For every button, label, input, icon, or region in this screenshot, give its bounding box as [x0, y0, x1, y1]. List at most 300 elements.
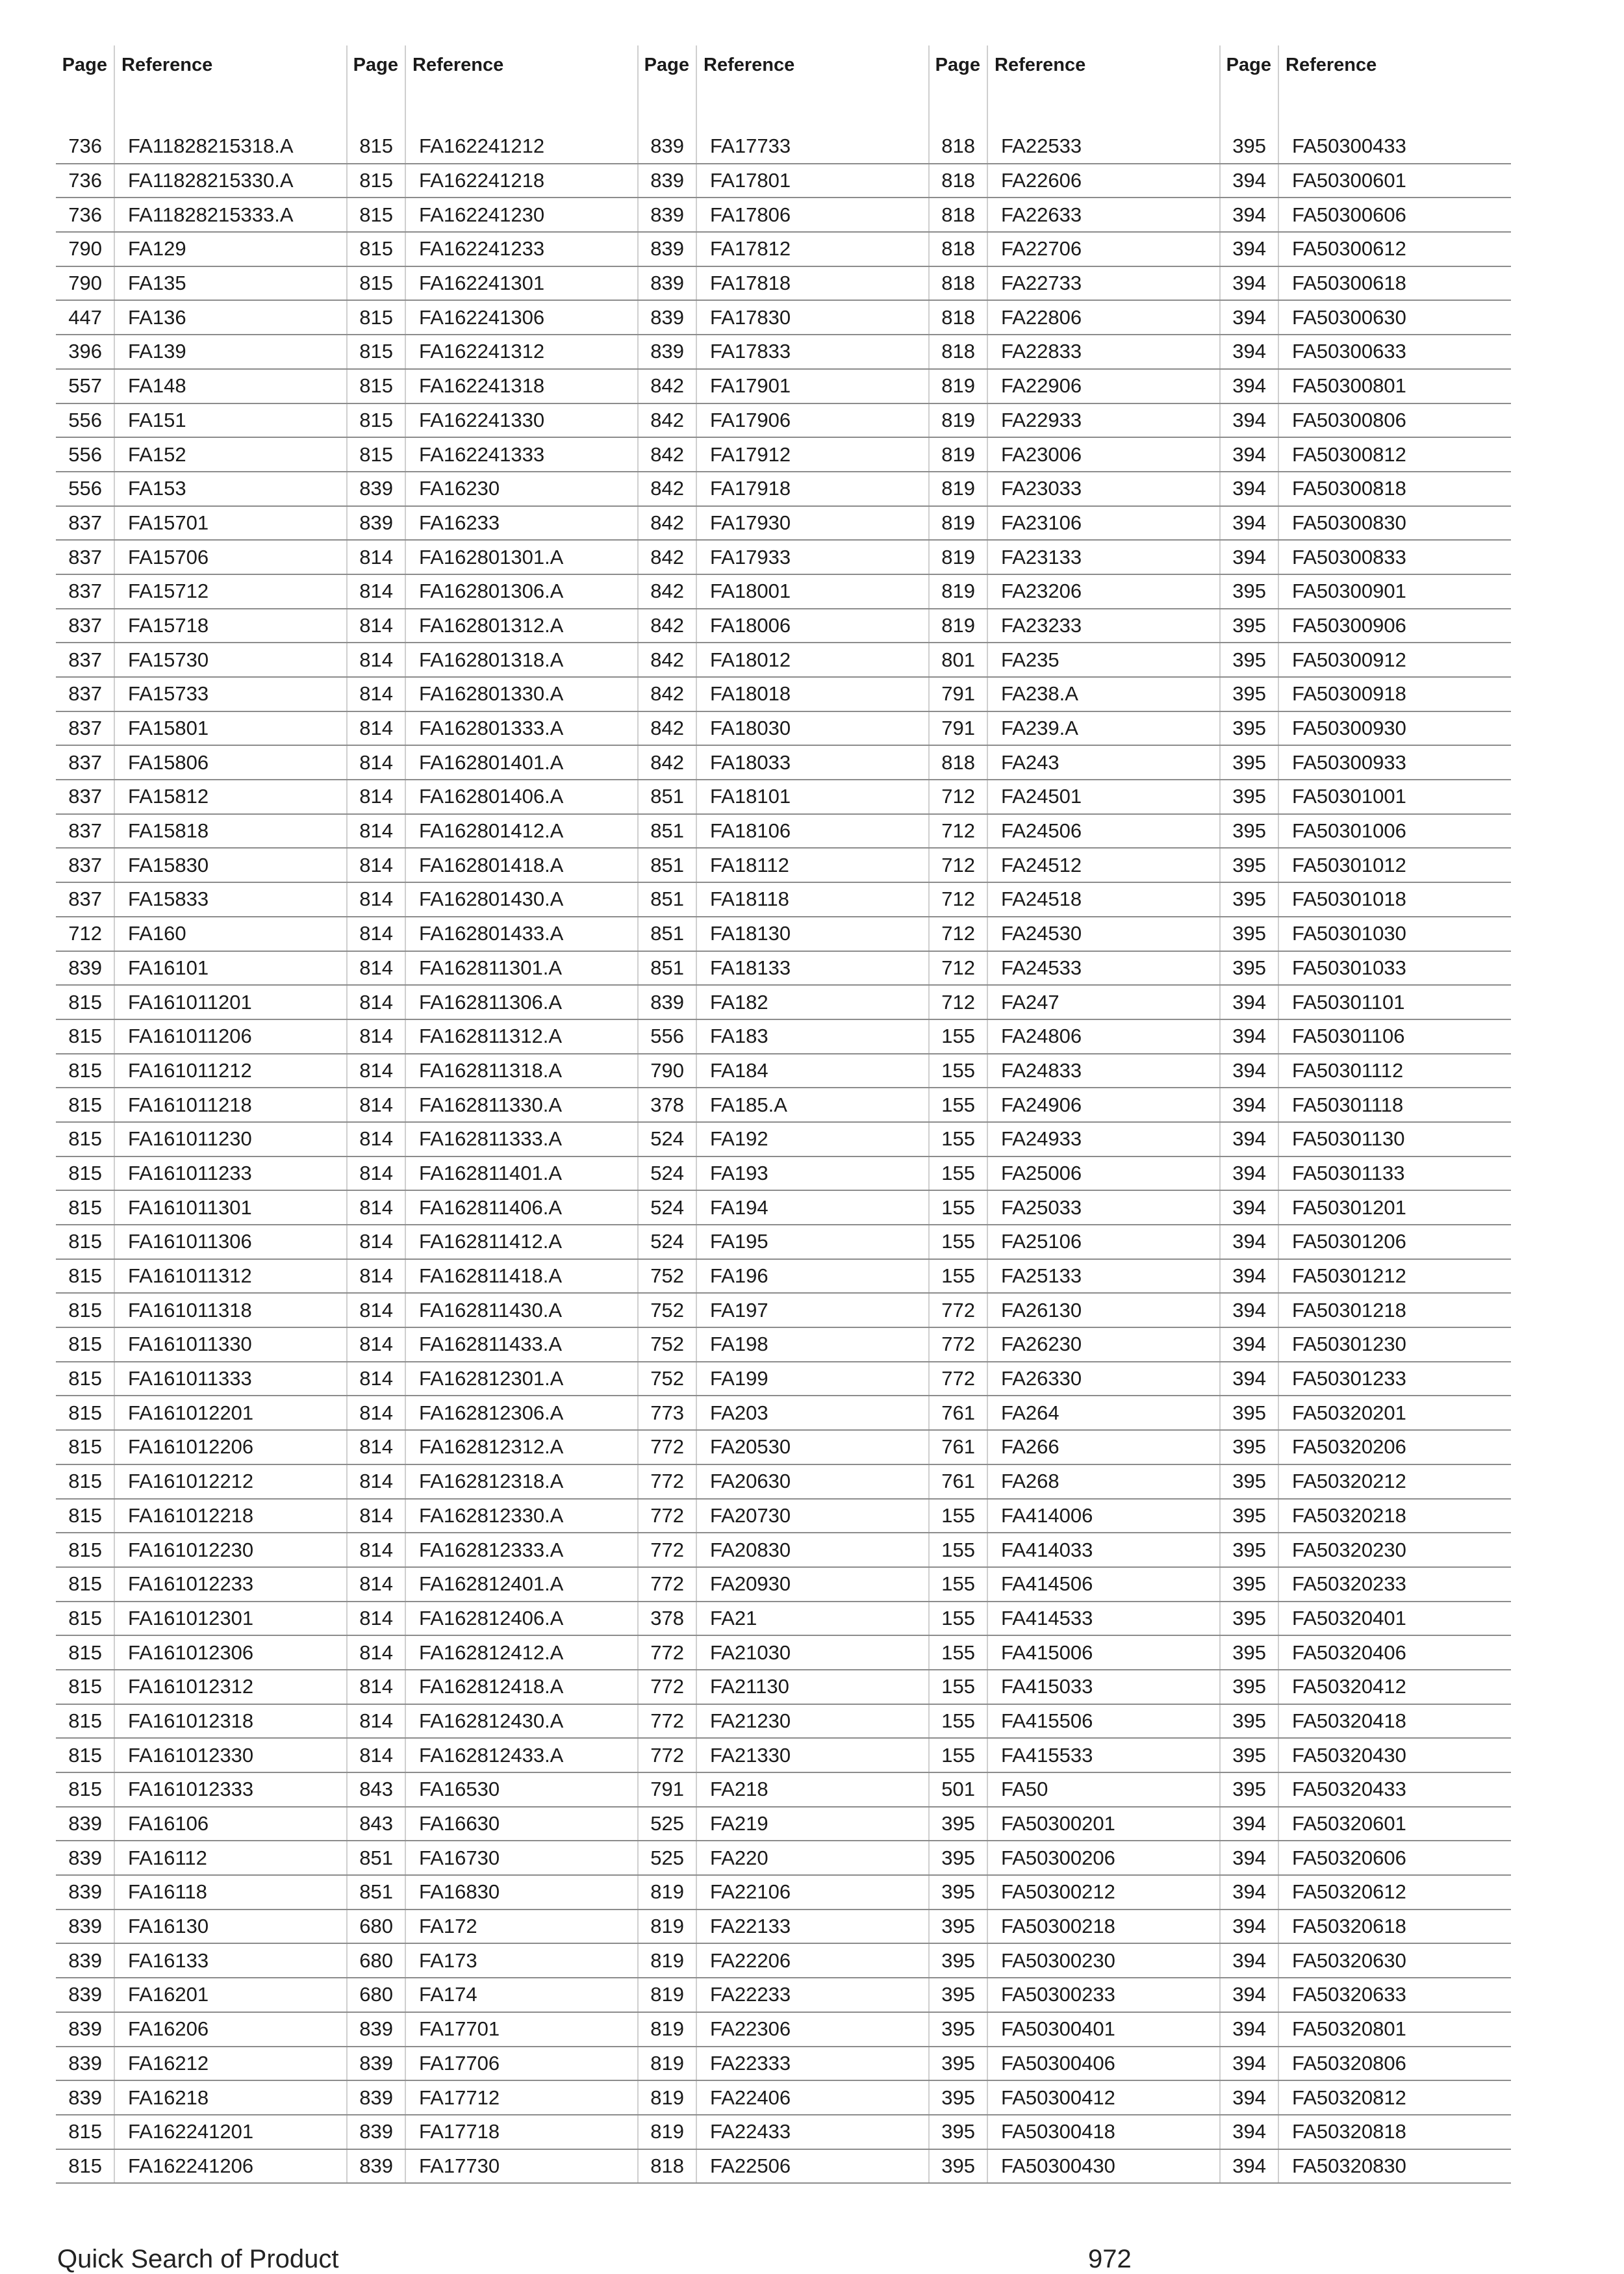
page-number-cell: 851 — [638, 917, 696, 951]
table-row — [56, 780, 1511, 814]
page-number-cell: 814 — [347, 1088, 405, 1122]
reference-cell: FA162811433.A — [405, 1327, 638, 1362]
spacer-cell — [1220, 84, 1278, 130]
page-number-cell: 394 — [1220, 437, 1278, 472]
page-number-cell: 819 — [929, 506, 987, 541]
reference-cell: FA17912 — [696, 437, 929, 472]
table-row — [56, 1635, 1511, 1670]
page-number-cell: 556 — [56, 437, 114, 472]
page-header-2: Page — [347, 45, 405, 84]
table-header — [56, 45, 1511, 130]
page-number-cell: 761 — [929, 1464, 987, 1499]
reference-cell: FA50300218 — [987, 1910, 1220, 1944]
page-number-cell: 815 — [56, 1190, 114, 1225]
page-number-cell: 155 — [929, 1738, 987, 1772]
page-number-cell: 155 — [929, 1054, 987, 1088]
page-number-cell: 818 — [929, 198, 987, 232]
table-row — [56, 985, 1511, 1019]
page-number-cell: 814 — [347, 1156, 405, 1191]
reference-cell: FA26130 — [987, 1293, 1220, 1327]
reference-cell: FA160 — [114, 917, 347, 951]
reference-cell: FA235 — [987, 643, 1220, 677]
reference-cell: FA16133 — [114, 1943, 347, 1978]
reference-cell: FA50300401 — [987, 2012, 1220, 2047]
reference-cell: FA415033 — [987, 1670, 1220, 1704]
page-number-cell: 680 — [347, 1978, 405, 2012]
page-number-cell: 842 — [638, 745, 696, 780]
reference-cell: FA50300201 — [987, 1807, 1220, 1841]
reference-cell: FA50320606 — [1278, 1841, 1511, 1875]
reference-cell: FA22333 — [696, 2047, 929, 2081]
reference-cell: FA50300230 — [987, 1943, 1220, 1978]
reference-cell: FA162811401.A — [405, 1156, 638, 1191]
reference-cell: FA247 — [987, 985, 1220, 1019]
page-number-cell: 394 — [1220, 985, 1278, 1019]
reference-cell: FA50300812 — [1278, 437, 1511, 472]
reference-cell: FA22933 — [987, 403, 1220, 438]
page-number-cell: 155 — [929, 1704, 987, 1739]
page-number-cell: 394 — [1220, 1054, 1278, 1088]
page-number-cell: 814 — [347, 1122, 405, 1156]
reference-cell: FA17930 — [696, 506, 929, 541]
reference-cell: FA50301218 — [1278, 1293, 1511, 1327]
table-row — [56, 643, 1511, 677]
page-number-cell: 772 — [638, 1670, 696, 1704]
page-number-cell: 395 — [1220, 1670, 1278, 1704]
reference-cell: FA25033 — [987, 1190, 1220, 1225]
reference-cell: FA23133 — [987, 540, 1220, 574]
reference-cell: FA50300901 — [1278, 574, 1511, 609]
page-number-cell: 394 — [1220, 1088, 1278, 1122]
page-number-cell: 556 — [56, 472, 114, 506]
page-number-cell: 843 — [347, 1772, 405, 1807]
page-number-cell: 394 — [1220, 1259, 1278, 1294]
page-number-cell: 815 — [347, 335, 405, 369]
reference-cell: FA50320806 — [1278, 2047, 1511, 2081]
page-number-cell: 815 — [56, 1635, 114, 1670]
page-number-cell: 772 — [638, 1635, 696, 1670]
table-row — [56, 1464, 1511, 1499]
page-number-cell: 712 — [929, 951, 987, 986]
page-number-cell: 772 — [638, 1567, 696, 1602]
page-number-cell: 394 — [1220, 1910, 1278, 1944]
page-number-cell: 819 — [638, 2012, 696, 2047]
reference-cell: FA162801312.A — [405, 609, 638, 643]
reference-header-3: Reference — [696, 45, 929, 84]
page-number-cell: 837 — [56, 540, 114, 574]
reference-cell: FA162801418.A — [405, 848, 638, 882]
reference-cell: FA162241306 — [405, 300, 638, 335]
reference-cell: FA22106 — [696, 1875, 929, 1910]
page-number-cell: 395 — [1220, 1430, 1278, 1464]
reference-cell: FA239.A — [987, 711, 1220, 746]
page-number-cell: 815 — [56, 1430, 114, 1464]
reference-cell: FA266 — [987, 1430, 1220, 1464]
reference-cell: FA162811301.A — [405, 951, 638, 986]
table-row — [56, 1019, 1511, 1054]
reference-cell: FA148 — [114, 369, 347, 403]
reference-cell: FA50320818 — [1278, 2115, 1511, 2149]
reference-cell: FA152 — [114, 437, 347, 472]
page-number-cell: 524 — [638, 1225, 696, 1259]
page-number-cell: 736 — [56, 198, 114, 232]
page-number-cell: 395 — [929, 1943, 987, 1978]
page-number-cell: 842 — [638, 609, 696, 643]
page-number-cell: 814 — [347, 745, 405, 780]
page-number-cell: 395 — [1220, 1772, 1278, 1807]
page-number-cell: 394 — [1220, 1019, 1278, 1054]
reference-cell: FA162801318.A — [405, 643, 638, 677]
page-number-cell: 814 — [347, 1327, 405, 1362]
page-number-cell: 819 — [638, 1978, 696, 2012]
page-number-cell: 819 — [929, 472, 987, 506]
page-number-cell: 815 — [56, 1567, 114, 1602]
page-number-cell: 772 — [929, 1362, 987, 1396]
reference-cell: FA50301006 — [1278, 814, 1511, 849]
reference-cell: FA50300933 — [1278, 745, 1511, 780]
table-row — [56, 814, 1511, 849]
reference-cell: FA25106 — [987, 1225, 1220, 1259]
reference-cell: FA22233 — [696, 1978, 929, 2012]
page-number-cell: 837 — [56, 609, 114, 643]
page-number-cell: 814 — [347, 711, 405, 746]
reference-cell: FA414506 — [987, 1567, 1220, 1602]
page-number-cell: 842 — [638, 403, 696, 438]
header-spacer — [56, 84, 1511, 130]
page-number-cell: 839 — [638, 335, 696, 369]
page-number-cell: 815 — [56, 1396, 114, 1430]
page-number-cell: 394 — [1220, 2115, 1278, 2149]
reference-cell: FA50320412 — [1278, 1670, 1511, 1704]
page-number-cell: 395 — [1220, 711, 1278, 746]
table-row — [56, 1943, 1511, 1978]
reference-cell: FA50300618 — [1278, 266, 1511, 301]
reference-cell: FA50320830 — [1278, 2149, 1511, 2184]
reference-cell: FA22833 — [987, 335, 1220, 369]
page-number-cell: 394 — [1220, 232, 1278, 266]
page-number-cell: 395 — [929, 2047, 987, 2081]
reference-cell: FA24806 — [987, 1019, 1220, 1054]
reference-cell: FA162812306.A — [405, 1396, 638, 1430]
reference-cell: FA162812430.A — [405, 1704, 638, 1739]
table-row — [56, 1567, 1511, 1602]
reference-cell: FA17718 — [405, 2115, 638, 2149]
page-number-cell: 815 — [56, 1054, 114, 1088]
reference-cell: FA162801401.A — [405, 745, 638, 780]
reference-cell: FA172 — [405, 1910, 638, 1944]
page-number-cell: 839 — [347, 2149, 405, 2184]
reference-cell: FA21330 — [696, 1738, 929, 1772]
reference-cell: FA22706 — [987, 232, 1220, 266]
reference-cell: FA161011330 — [114, 1327, 347, 1362]
reference-cell: FA15806 — [114, 745, 347, 780]
reference-cell: FA173 — [405, 1943, 638, 1978]
reference-cell: FA162801301.A — [405, 540, 638, 574]
page-number-cell: 736 — [56, 130, 114, 164]
reference-cell: FA16101 — [114, 951, 347, 986]
reference-cell: FA50301101 — [1278, 985, 1511, 1019]
reference-cell: FA22633 — [987, 198, 1220, 232]
page-number-cell: 395 — [929, 2012, 987, 2047]
table-row — [56, 2115, 1511, 2149]
page-number-cell: 839 — [56, 1978, 114, 2012]
page-number-cell: 556 — [638, 1019, 696, 1054]
page-number-cell: 851 — [638, 882, 696, 917]
page-number-cell: 815 — [56, 1293, 114, 1327]
page-number-cell: 815 — [347, 266, 405, 301]
reference-cell: FA50320630 — [1278, 1943, 1511, 1978]
page-number-cell: 772 — [638, 1738, 696, 1772]
page-number-cell: 394 — [1220, 1943, 1278, 1978]
page-number-cell: 842 — [638, 472, 696, 506]
page-number-cell: 791 — [929, 677, 987, 711]
reference-cell: FA16206 — [114, 2012, 347, 2047]
page-header-5: Page — [1220, 45, 1278, 84]
page-number-cell: 815 — [56, 1327, 114, 1362]
page-number-cell: 815 — [56, 1019, 114, 1054]
page-number-cell: 818 — [929, 164, 987, 198]
reference-cell: FA50301212 — [1278, 1259, 1511, 1294]
page-number-cell: 395 — [1220, 1499, 1278, 1533]
page-number-cell: 791 — [638, 1772, 696, 1807]
page-number-cell: 815 — [56, 1259, 114, 1294]
reference-cell: FA17830 — [696, 300, 929, 335]
reference-cell: FA136 — [114, 300, 347, 335]
reference-cell: FA50320801 — [1278, 2012, 1511, 2047]
reference-cell: FA50301030 — [1278, 917, 1511, 951]
page-number-cell: 815 — [347, 198, 405, 232]
reference-cell: FA193 — [696, 1156, 929, 1191]
reference-cell: FA162241301 — [405, 266, 638, 301]
page-number-cell: 155 — [929, 1122, 987, 1156]
page-number-cell: 394 — [1220, 198, 1278, 232]
reference-cell: FA162241206 — [114, 2149, 347, 2184]
page-number-cell: 394 — [1220, 335, 1278, 369]
reference-cell: FA50300906 — [1278, 609, 1511, 643]
page-number-cell: 815 — [347, 300, 405, 335]
page-number-cell: 712 — [929, 780, 987, 814]
page-number-cell: 814 — [347, 574, 405, 609]
page-number-cell: 712 — [929, 848, 987, 882]
table-row — [56, 403, 1511, 438]
page-number-cell: 814 — [347, 1396, 405, 1430]
reference-cell: FA162241330 — [405, 403, 638, 438]
page-number-cell: 395 — [1220, 1567, 1278, 1602]
reference-cell: FA174 — [405, 1978, 638, 2012]
table-row — [56, 1910, 1511, 1944]
spacer-cell — [405, 84, 638, 130]
table-row — [56, 574, 1511, 609]
page-number-cell: 712 — [929, 917, 987, 951]
page-number-cell: 819 — [929, 574, 987, 609]
reference-cell: FA16233 — [405, 506, 638, 541]
reference-cell: FA25133 — [987, 1259, 1220, 1294]
page-number-cell: 839 — [638, 300, 696, 335]
page-number-cell: 815 — [56, 1464, 114, 1499]
reference-cell: FA23206 — [987, 574, 1220, 609]
page-number-cell: 395 — [1220, 780, 1278, 814]
reference-cell: FA162811412.A — [405, 1225, 638, 1259]
page-number-cell: 843 — [347, 1807, 405, 1841]
page-number-cell: 395 — [1220, 1602, 1278, 1636]
reference-cell: FA16830 — [405, 1875, 638, 1910]
page-number-cell: 815 — [347, 437, 405, 472]
page-number-cell: 814 — [347, 985, 405, 1019]
footer-page-number: 972 — [1088, 2245, 1132, 2273]
reference-cell: FA26230 — [987, 1327, 1220, 1362]
table-row — [56, 130, 1511, 164]
page-number-cell: 395 — [929, 1875, 987, 1910]
reference-cell: FA22206 — [696, 1943, 929, 1978]
table-row — [56, 198, 1511, 232]
page-number-cell: 801 — [929, 643, 987, 677]
reference-cell: FA21030 — [696, 1635, 929, 1670]
page-number-cell: 851 — [638, 780, 696, 814]
table-body — [56, 130, 1511, 2183]
table-row — [56, 1772, 1511, 1807]
reference-cell: FA50300833 — [1278, 540, 1511, 574]
reference-cell: FA161011201 — [114, 985, 347, 1019]
reference-cell: FA50300918 — [1278, 677, 1511, 711]
page-number-cell: 396 — [56, 335, 114, 369]
reference-cell: FA268 — [987, 1464, 1220, 1499]
reference-cell: FA50320406 — [1278, 1635, 1511, 1670]
page-number-cell: 839 — [347, 472, 405, 506]
reference-cell: FA414006 — [987, 1499, 1220, 1533]
page-number-cell: 814 — [347, 951, 405, 986]
page-number-cell: 814 — [347, 677, 405, 711]
reference-cell: FA18118 — [696, 882, 929, 917]
table-row — [56, 1978, 1511, 2012]
reference-cell: FA162812330.A — [405, 1499, 638, 1533]
page-number-cell: 712 — [929, 882, 987, 917]
page-number-cell: 842 — [638, 506, 696, 541]
table-row — [56, 472, 1511, 506]
reference-header-5: Reference — [1286, 54, 1377, 75]
reference-cell: FA17712 — [405, 2080, 638, 2115]
page-number-cell: 814 — [347, 540, 405, 574]
page-number-cell: 447 — [56, 300, 114, 335]
page-number-cell: 839 — [56, 1943, 114, 1978]
reference-cell: FA50320218 — [1278, 1499, 1511, 1533]
page-number-cell: 839 — [347, 506, 405, 541]
reference-cell: FA24501 — [987, 780, 1220, 814]
reference-cell: FA50301001 — [1278, 780, 1511, 814]
reference-cell: FA50300606 — [1278, 198, 1511, 232]
reference-cell: FA162811418.A — [405, 1259, 638, 1294]
page-number-cell: 394 — [1220, 1875, 1278, 1910]
table-row — [56, 1156, 1511, 1191]
page-number-cell: 395 — [1220, 814, 1278, 849]
table-row — [56, 300, 1511, 335]
reference-cell: FA415533 — [987, 1738, 1220, 1772]
reference-cell: FA18112 — [696, 848, 929, 882]
reference-cell: FA50301112 — [1278, 1054, 1511, 1088]
reference-cell: FA198 — [696, 1327, 929, 1362]
page-number-cell: 814 — [347, 1190, 405, 1225]
reference-cell: FA24533 — [987, 951, 1220, 986]
reference-cell: FA161012318 — [114, 1704, 347, 1739]
reference-cell: FA264 — [987, 1396, 1220, 1430]
page-number-cell: 818 — [929, 745, 987, 780]
page-number-cell: 395 — [1220, 882, 1278, 917]
page-number-cell: 394 — [1220, 1225, 1278, 1259]
table-row — [56, 951, 1511, 986]
page-number-cell: 819 — [638, 2115, 696, 2149]
reference-cell: FA162801333.A — [405, 711, 638, 746]
reference-cell: FA162811318.A — [405, 1054, 638, 1088]
page-number-cell: 814 — [347, 643, 405, 677]
reference-cell: FA11828215330.A — [114, 164, 347, 198]
page-number-cell: 837 — [56, 848, 114, 882]
page-number-cell: 839 — [347, 2080, 405, 2115]
reference-cell: FA162801306.A — [405, 574, 638, 609]
page-number-cell: 837 — [56, 780, 114, 814]
reference-cell: FA11828215318.A — [114, 130, 347, 164]
page-number-cell: 155 — [929, 1670, 987, 1704]
table-row — [56, 1533, 1511, 1567]
reference-cell: FA15730 — [114, 643, 347, 677]
page-number-cell: 395 — [1220, 848, 1278, 882]
table-row — [56, 1362, 1511, 1396]
reference-cell: FA23233 — [987, 609, 1220, 643]
reference-cell: FA50301012 — [1278, 848, 1511, 882]
page-number-cell: 815 — [56, 1533, 114, 1567]
reference-cell: FA50300406 — [987, 2047, 1220, 2081]
page-number-cell: 394 — [1220, 266, 1278, 301]
table-row — [56, 164, 1511, 198]
reference-cell: FA15801 — [114, 711, 347, 746]
page-number-cell: 155 — [929, 1635, 987, 1670]
reference-cell: FA414533 — [987, 1602, 1220, 1636]
reference-cell: FA50320430 — [1278, 1738, 1511, 1772]
page-number-cell: 395 — [929, 1841, 987, 1875]
page-number-cell: 395 — [1220, 130, 1278, 164]
reference-cell: FA50301230 — [1278, 1327, 1511, 1362]
page-number-cell: 818 — [929, 232, 987, 266]
reference-cell: FA161011301 — [114, 1190, 347, 1225]
reference-cell: FA18012 — [696, 643, 929, 677]
reference-cell: FA161012312 — [114, 1670, 347, 1704]
reference-cell: FA24933 — [987, 1122, 1220, 1156]
reference-cell: FA197 — [696, 1293, 929, 1327]
page-number-cell: 815 — [347, 403, 405, 438]
reference-cell: FA162812406.A — [405, 1602, 638, 1636]
page-number-cell: 394 — [1220, 369, 1278, 403]
table-row — [56, 232, 1511, 266]
page-number-cell: 394 — [1220, 2047, 1278, 2081]
reference-header-1: Reference — [114, 45, 347, 84]
page-number-cell: 394 — [1220, 164, 1278, 198]
page-number-cell: 839 — [347, 2012, 405, 2047]
reference-cell: FA414033 — [987, 1533, 1220, 1567]
page-number-cell: 819 — [929, 369, 987, 403]
page-number-cell: 814 — [347, 917, 405, 951]
page-number-cell: 814 — [347, 1225, 405, 1259]
reference-cell: FA192 — [696, 1122, 929, 1156]
reference-cell: FA182 — [696, 985, 929, 1019]
table-row — [56, 745, 1511, 780]
page-number-cell: 155 — [929, 1225, 987, 1259]
page-number-cell: 791 — [929, 711, 987, 746]
reference-cell: FA22506 — [696, 2149, 929, 2184]
page-number-cell: 815 — [56, 2149, 114, 2184]
reference-cell: FA18006 — [696, 609, 929, 643]
page-number-cell: 818 — [929, 300, 987, 335]
reference-cell: FA17733 — [696, 130, 929, 164]
page-number-cell: 680 — [347, 1910, 405, 1944]
page-number-cell: 815 — [56, 1088, 114, 1122]
